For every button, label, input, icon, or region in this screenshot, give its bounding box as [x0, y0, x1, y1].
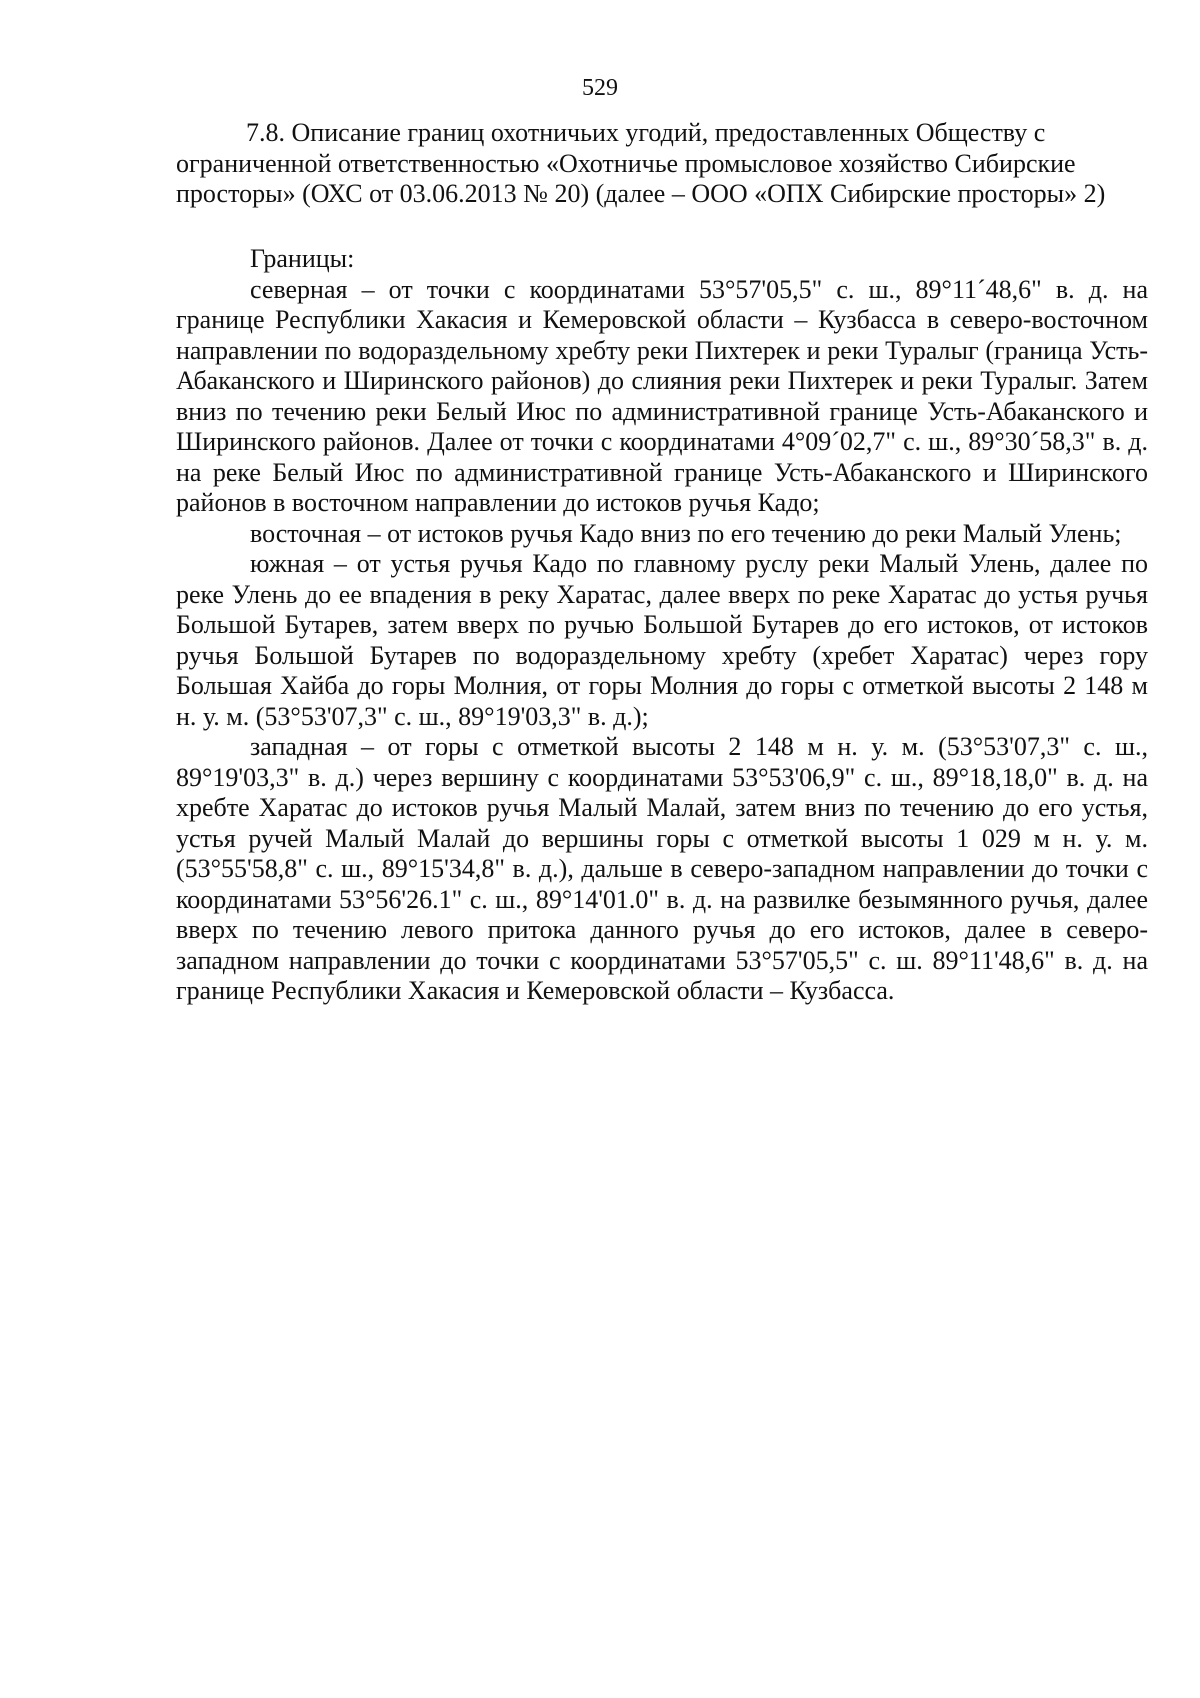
paragraph-south-boundary: южная – от устья ручья Кадо по главному руслу реки Малый Улень, далее по реке Улень до ее впадения в реку Харатас, далее вверх по реке Харатас до устья ручья Большой Бутарев, затем вверх по ручью Большой Бутарев до его истоков, от истоков ручья Большой Бутарев по водораздельному хребту (хребет Харатас) через гору Большая Хайба до горы Молния, от горы Молния до горы с отметкой высоты 2 148 м н. у. м. (53°53'07,3" с. ш., 89°19'03,3" в. д.); — [176, 549, 1148, 731]
paragraph-north-boundary: северная – от точки с координатами 53°57'05,5" с. ш., 89°11´48,6" в. д. на границе Республики Хакасия и Кемеровской области – Кузбасса в северо-восточном направлении по водораздельному хребту реки Пихтерек и реки Туралыг (граница Усть-Абаканского и Ширинского районов) до слияния реки Пихтерек и реки Туралыг. Затем вниз по течению реки Белый Июс по административной границе Усть-Абаканского и Ширинского районов. Далее от точки с координатами 4°09´02,7" с. ш., 89°30´58,3" в. д. на реке Белый Июс по административной границе Усть-Абаканского и Ширинского районов в восточном направлении до истоков ручья Кадо; — [176, 274, 1148, 517]
paragraph-east-boundary: восточная – от истоков ручья Кадо вниз по его течению до реки Малый Улень; — [250, 518, 1122, 548]
page-number: 529 — [582, 75, 618, 101]
paragraph-west-boundary: западная – от горы с отметкой высоты 2 148 м н. у. м. (53°53'07,3" с. ш., 89°19'03,3" в. д.) через вершину с координатами 53°53'06,9" с. ш., 89°18,18,0" в. д. на хребте Харатас до истоков ручья Малый Малай, затем вниз по течению до его устья, устья ручей Малый Малай до вершины горы с отметкой высоты 1 029 м н. у. м. (53°55'58,8" с. ш., 89°15'34,8" в. д.), дальше в северо-западном направлении до точки с координатами 53°56'26.1" с. ш., 89°14'01.0" в. д. на развилке безымянного ручья, далее вверх по течению левого притока данного ручья до его истоков, далее в северо-западном направлении до точки с координатами 53°57'05,5" с. ш. 89°11'48,6" в. д. на границе Республики Хакасия и Кемеровской области – Кузбасса. — [176, 732, 1148, 1005]
section-heading: 7.8. Описание границ охотничьих угодий, предоставленных Обществу с ограниченной ответственностью «Охотничье промысловое хозяйство Сибирские просторы» (ОХС от 03.06.2013 № 20) (далее – ООО «ОПХ Сибирские просторы» 2) — [176, 118, 1106, 208]
boundaries-label: Границы: — [250, 244, 355, 273]
boundaries-description — [176, 244, 1148, 1007]
